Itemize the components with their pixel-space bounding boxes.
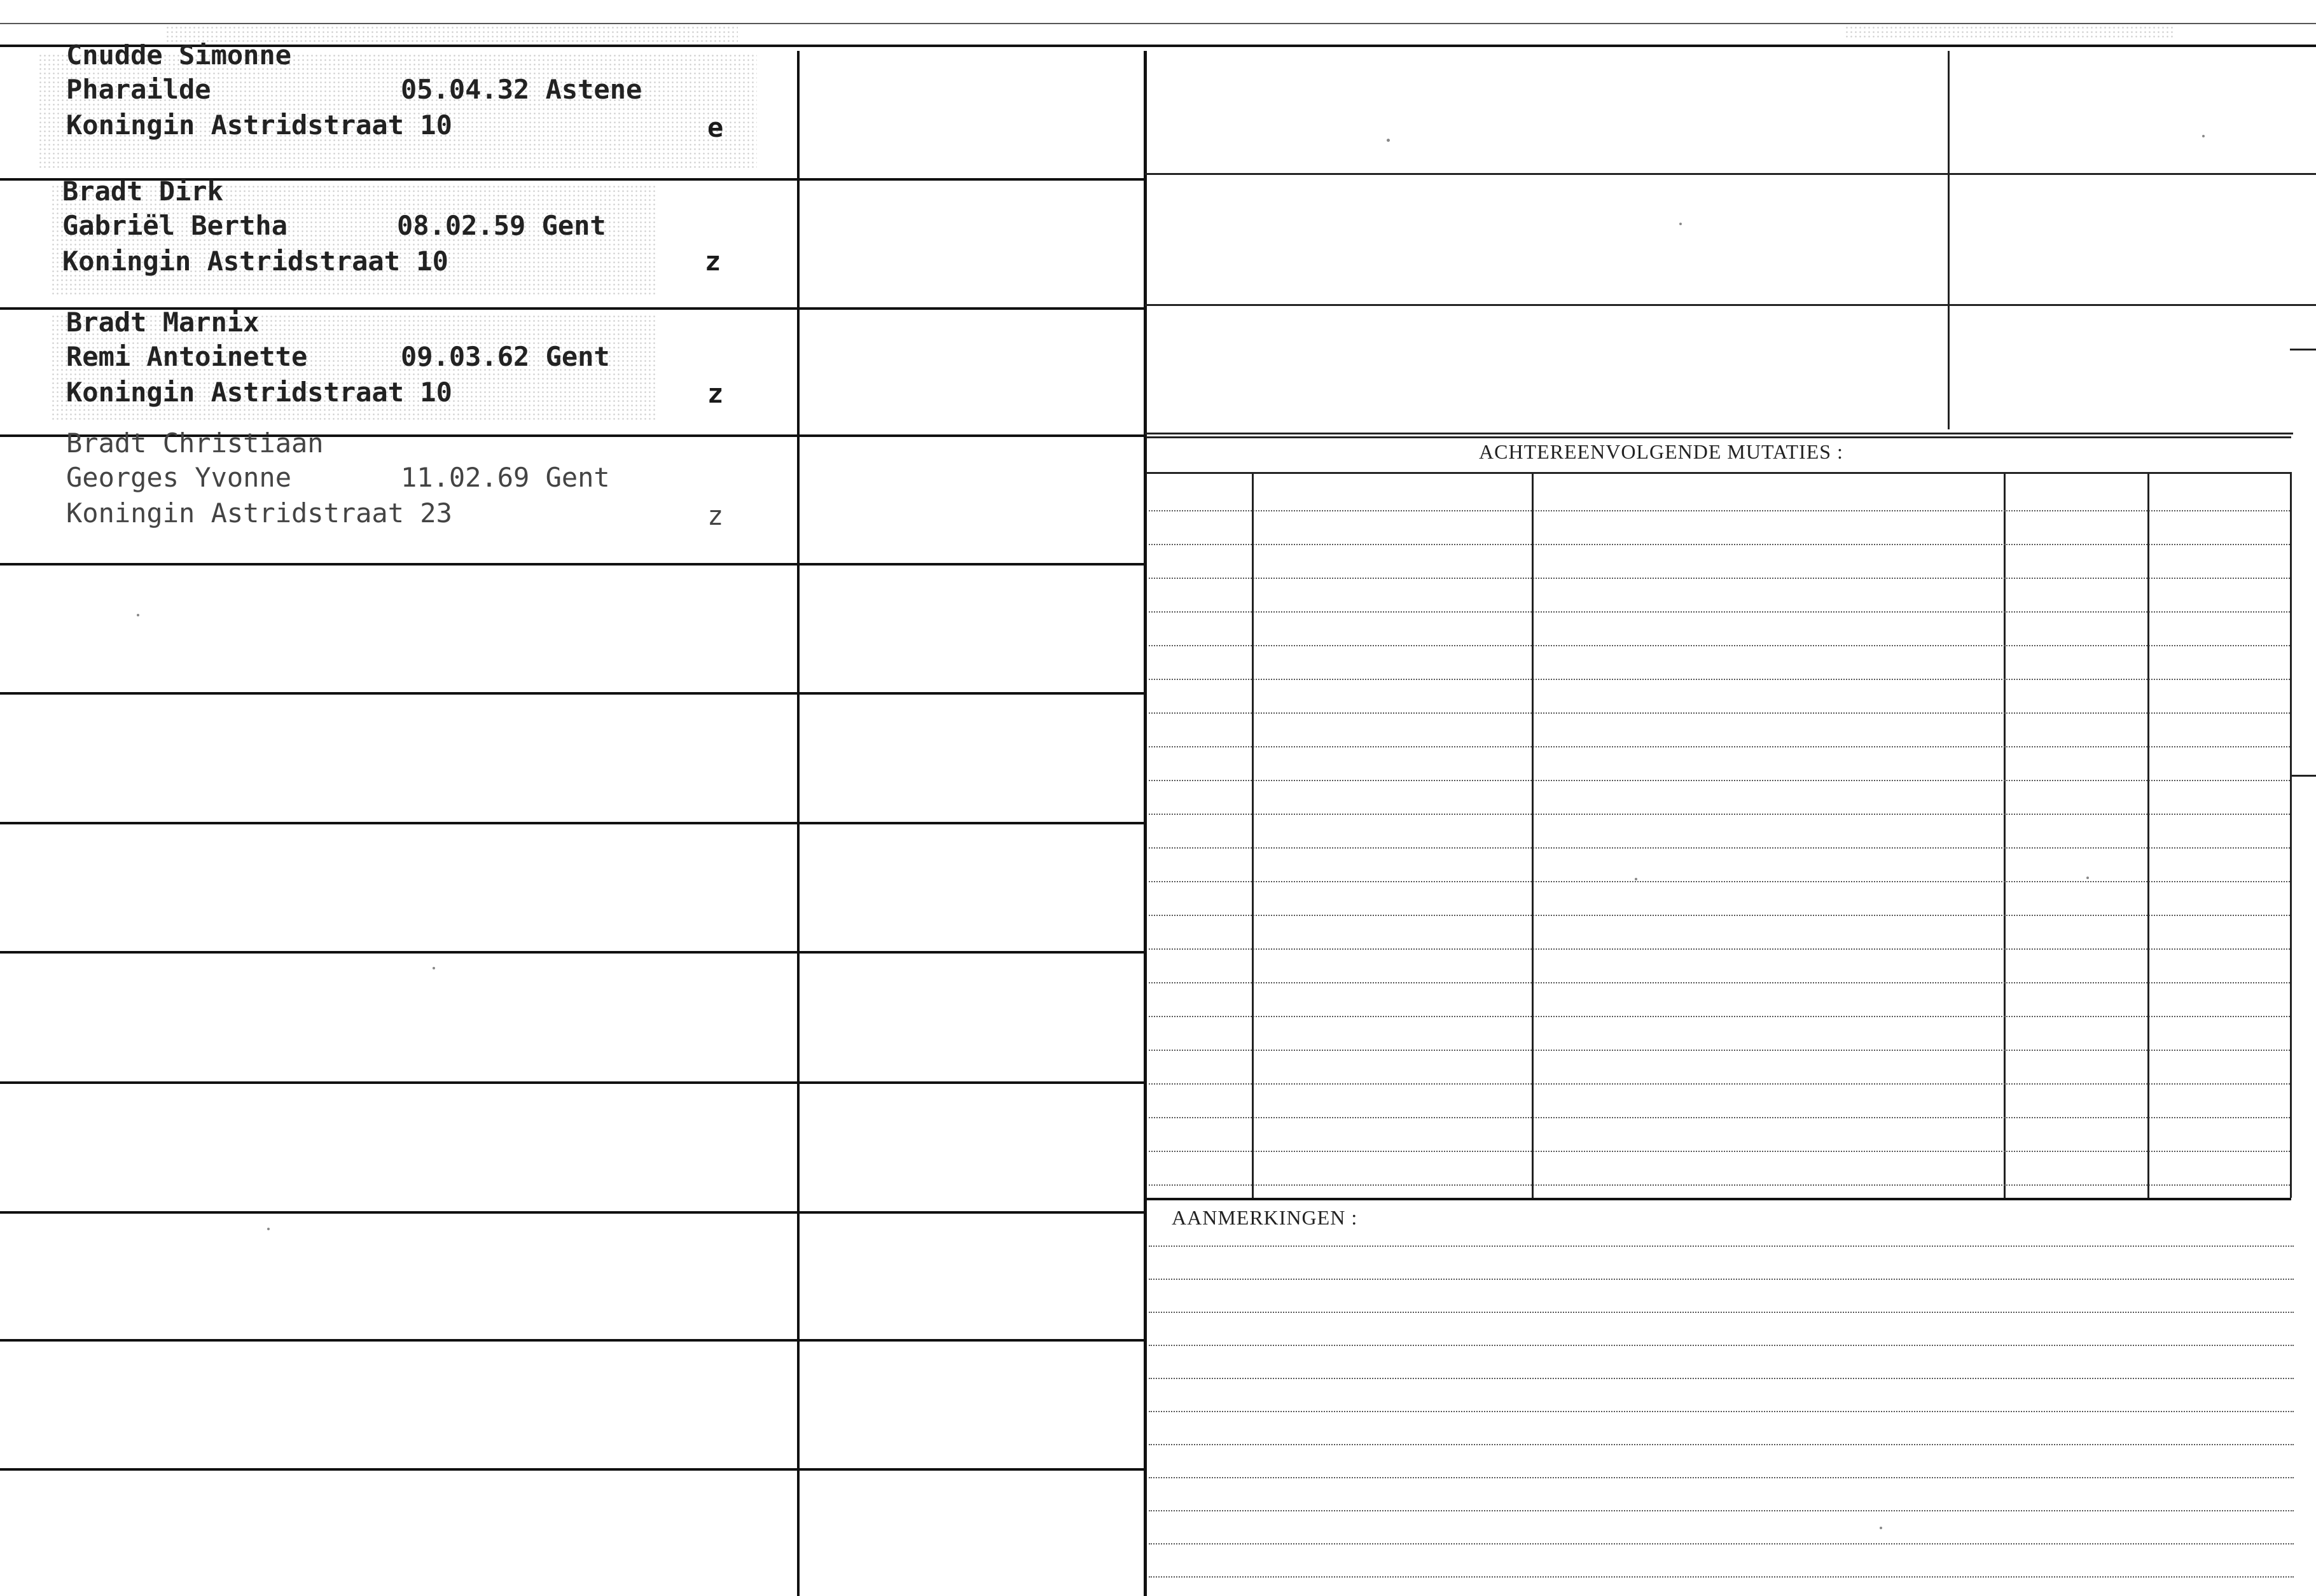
mutations-bottom-rule xyxy=(1146,1198,2291,1200)
remarks-dotted-line xyxy=(1149,1312,2294,1313)
row-rule-11 xyxy=(0,1468,1144,1471)
row-rule-10 xyxy=(0,1339,1144,1342)
entry-3-name: Bradt Marnix xyxy=(66,307,260,338)
mutations-dotted-line xyxy=(1149,814,2290,815)
remarks-dotted-line xyxy=(1149,1510,2294,1511)
top-rule-thin xyxy=(0,23,2316,24)
remarks-dotted-line xyxy=(1149,1378,2294,1379)
scan-speck xyxy=(1880,1527,1882,1529)
mutations-dotted-line xyxy=(1149,712,2290,714)
entry-2-parents: Gabriël Bertha xyxy=(62,210,288,241)
mutations-dotted-line xyxy=(1149,847,2290,849)
entry-3-code: z xyxy=(707,378,724,409)
remarks-title: AANMERKINGEN : xyxy=(1172,1206,1358,1229)
mutations-dotted-line xyxy=(1149,1050,2290,1051)
margin-tick-2 xyxy=(2290,775,2316,777)
mutations-dotted-line xyxy=(1149,679,2290,680)
entry-2-address: Koningin Astridstraat 10 xyxy=(62,246,448,277)
entry-1-code: e xyxy=(707,112,724,143)
entry-4-address: Koningin Astridstraat 23 xyxy=(66,497,452,529)
scan-speck xyxy=(433,967,435,969)
remarks-dotted-line xyxy=(1149,1543,2294,1544)
scan-speck xyxy=(1679,223,1682,225)
mutations-dotted-line xyxy=(1149,544,2290,545)
mutations-top-rule xyxy=(1146,436,2291,438)
remarks-dotted-line xyxy=(1149,1246,2294,1247)
entry-1-name: Cnudde Simonne xyxy=(66,39,292,71)
row-rule-6 xyxy=(0,822,1144,824)
mutations-dotted-line xyxy=(1149,645,2290,646)
entry-2-code: z xyxy=(705,246,721,277)
scan-speck xyxy=(1387,139,1390,142)
mutations-dotted-line xyxy=(1149,1117,2290,1118)
remarks-dotted-line xyxy=(1149,1345,2294,1346)
mutations-dotted-line xyxy=(1149,611,2290,613)
mutations-dotted-line xyxy=(1149,1184,2290,1186)
mutations-dotted-line xyxy=(1149,780,2290,781)
scan-noise-top-right xyxy=(1845,25,2175,39)
upper-right-rule-3 xyxy=(1145,433,2293,434)
upper-right-divider xyxy=(1948,51,1950,429)
margin-tick-1 xyxy=(2290,349,2316,350)
scan-speck xyxy=(267,1228,270,1230)
mutations-dotted-line xyxy=(1149,881,2290,882)
remarks-dotted-line xyxy=(1149,1576,2294,1578)
column-divider-2 xyxy=(1144,51,1147,1596)
mutations-dotted-line xyxy=(1149,1016,2290,1017)
mutations-dotted-line xyxy=(1149,1083,2290,1085)
entry-2-name: Bradt Dirk xyxy=(62,176,223,207)
mutations-dotted-line xyxy=(1149,578,2290,579)
entry-3-parents: Remi Antoinette xyxy=(66,341,308,372)
mutations-col-2 xyxy=(1532,472,1534,1198)
row-rule-9 xyxy=(0,1211,1144,1214)
remarks-dotted-line xyxy=(1149,1279,2294,1280)
mutations-header-rule xyxy=(1146,472,2291,474)
mutations-dotted-line xyxy=(1149,915,2290,916)
row-rule-7 xyxy=(0,951,1144,954)
entry-4-birth: 11.02.69 Gent xyxy=(401,462,610,493)
entry-1-parents: Pharailde xyxy=(66,74,211,105)
row-rule-4 xyxy=(0,563,1144,566)
scan-speck xyxy=(2086,877,2089,879)
row-rule-8 xyxy=(0,1081,1144,1084)
entry-4-parents: Georges Yvonne xyxy=(66,462,292,493)
remarks-dotted-line xyxy=(1149,1411,2294,1412)
upper-right-rule-1 xyxy=(1145,173,2316,175)
mutations-dotted-line xyxy=(1149,982,2290,983)
entry-1-address: Koningin Astridstraat 10 xyxy=(66,109,452,141)
mutations-col-4 xyxy=(2147,472,2149,1198)
remarks-dotted-line xyxy=(1149,1444,2294,1445)
remarks-dotted-line xyxy=(1149,1477,2294,1478)
mutations-dotted-line xyxy=(1149,510,2290,511)
entry-2-birth: 08.02.59 Gent xyxy=(397,210,606,241)
entry-3-address: Koningin Astridstraat 10 xyxy=(66,377,452,408)
mutations-col-5 xyxy=(2290,472,2292,1198)
row-rule-5 xyxy=(0,692,1144,695)
scan-speck xyxy=(1635,878,1637,880)
entry-4-code: z xyxy=(707,500,724,531)
top-rule-thick xyxy=(0,45,2316,47)
entry-4-name: Bradt Christiaan xyxy=(66,427,324,459)
scan-speck xyxy=(2202,135,2205,137)
mutations-col-3 xyxy=(2004,472,2006,1198)
mutations-col-1 xyxy=(1252,472,1254,1198)
entry-3-birth: 09.03.62 Gent xyxy=(401,341,610,372)
mutations-dotted-line xyxy=(1149,1151,2290,1152)
mutations-dotted-line xyxy=(1149,746,2290,747)
mutations-dotted-line xyxy=(1149,948,2290,950)
scan-speck xyxy=(137,614,139,616)
upper-right-rule-2 xyxy=(1145,304,2316,306)
entry-1-birth: 05.04.32 Astene xyxy=(401,74,642,105)
mutations-title: ACHTEREENVOLGENDE MUTATIES : xyxy=(1479,440,1843,463)
